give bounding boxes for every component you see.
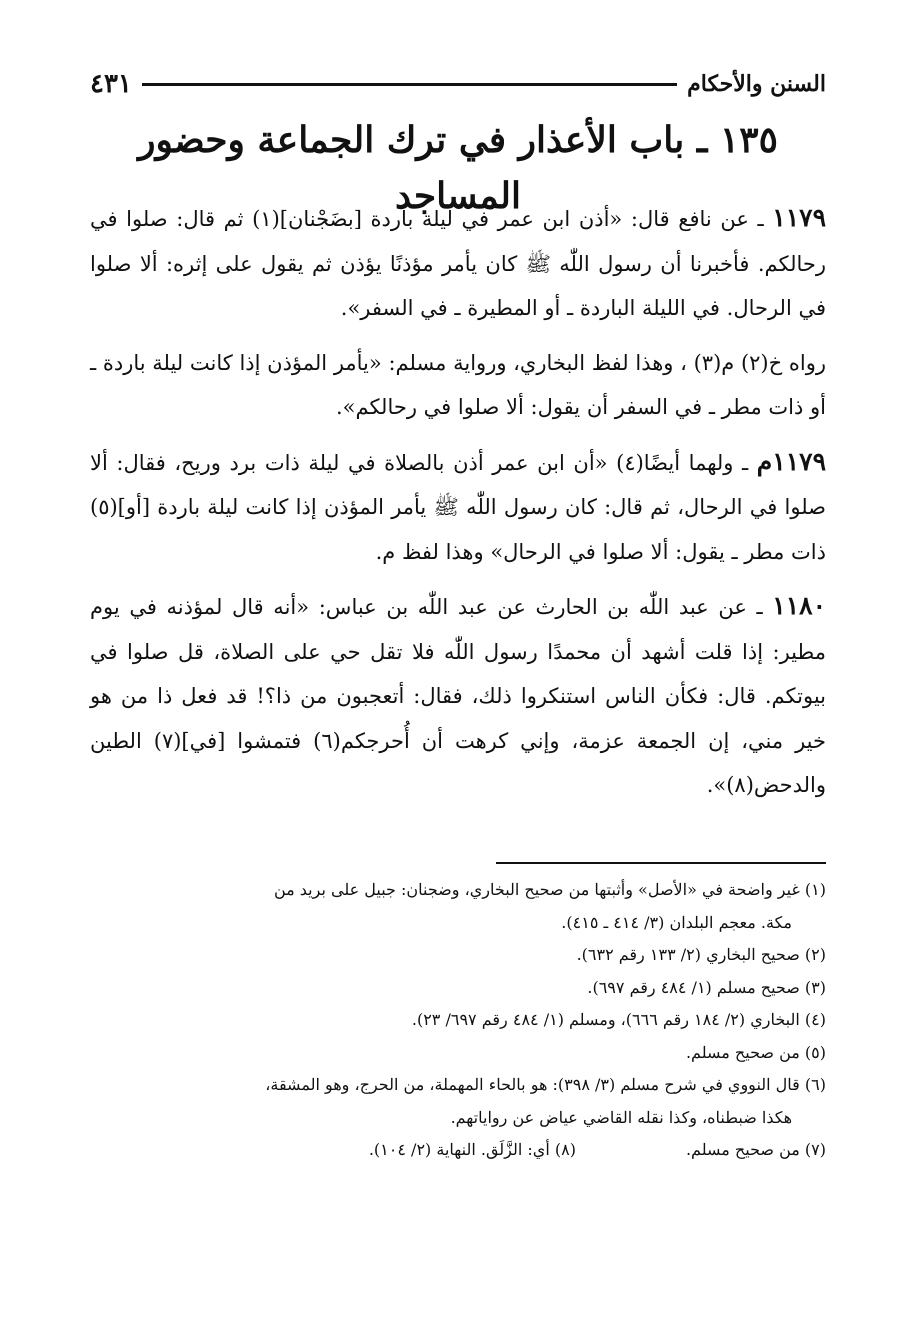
hadith-text: ـ عن عبد اللّٰه بن الحارث عن عبد اللّٰه بن عباس: «أنه قال لمؤذنه في يوم مطير: إذا قلت أشهد أن محمدًا رسول اللّٰه فلا تقل حي على الصلاة، قل صلوا في بيوتكم. قال: فكأن الناس استنكروا ذلك، فقال: أتعجبون من ذا؟! قد فعل ذا من هو خير مني، إن الجمعة عزمة، وإني كرهت أن أُحرجكم(٦) فتمشوا [في](٧) الطين والدحض(٨)». bbox=[90, 595, 826, 797]
footnote-1: (١) غير واضحة في «الأصل» وأثبتها من صحيح البخاري، وضجنان: جبيل على بريد من bbox=[273, 880, 826, 899]
footnotes bbox=[90, 874, 826, 1167]
hadith-1179m bbox=[90, 440, 826, 575]
hadith-1179-riwaya: رواه خ(٢) م(٣) ، وهذا لفظ البخاري، ورواية مسلم: «يأمر المؤذن إذا كانت ليلة باردة ـ أو ذات مطر ـ في السفر أن يقول: ألا صلوا في رحالكم». bbox=[90, 350, 826, 419]
hadith-number: ١١٧٩ bbox=[772, 203, 827, 232]
main-text bbox=[90, 196, 826, 808]
running-title: السنن والأحكام bbox=[687, 71, 826, 97]
footnote-6-continued: هكذا ضبطناه، وكذا نقله القاضي عياض عن رواياتهم. bbox=[450, 1107, 792, 1127]
header-rule bbox=[142, 83, 677, 86]
hadith-1180 bbox=[90, 584, 826, 808]
chapter-title: ١٣٥ ـ باب الأعذار في ترك الجماعة وحضور المساجد bbox=[138, 119, 778, 217]
hadith-1179 bbox=[90, 196, 826, 331]
page-number: ٤٣١ bbox=[90, 69, 132, 99]
footnote-7: (٧) من صحيح مسلم. bbox=[685, 1140, 826, 1159]
footnote-4: (٤) البخاري (٢/ ١٨٤ رقم ٦٦٦)، ومسلم (١/ ٤٨٤ رقم ٦٩٧/ ٢٣). bbox=[411, 1010, 826, 1029]
hadith-text: ـ ولهما أيضًا(٤) «أن ابن عمر أذن بالصلاة في ليلة ذات برد وريح، فقال: ألا صلوا في الرحال، ثم قال: كان رسول اللّٰه ﷺ يأمر المؤذن إذا كانت ليلة باردة [أو](٥) ذات مطر ـ يقول: ألا صلوا في الرحال» وهذا لفظ م. bbox=[90, 450, 826, 564]
footnote-8: (٨) أي: الزَّلَق. النهاية (٢/ ١٠٤). bbox=[368, 1140, 576, 1159]
footnote-1-continued: مكة. معجم البلدان (٣/ ٤١٤ ـ ٤١٥). bbox=[561, 912, 792, 932]
footnote-row bbox=[90, 1134, 826, 1167]
footnote-2: (٢) صحيح البخاري (٢/ ١٣٣ رقم ٦٣٢). bbox=[576, 945, 826, 964]
footnote-3: (٣) صحيح مسلم (١/ ٤٨٤ رقم ٦٩٧). bbox=[587, 977, 826, 997]
book-page bbox=[90, 0, 826, 1336]
running-header bbox=[90, 64, 826, 104]
footnote-5: (٥) من صحيح مسلم. bbox=[685, 1042, 826, 1062]
hadith-text: ـ عن نافع قال: «أذن ابن عمر في ليلة باردة [بضَجْنان](١) ثم قال: صلوا في رحالكم. فأخبرنا أن رسول اللّٰه ﷺ كان يأمر مؤذنًا يؤذن ثم يقول على إثره: ألا صلوا في الرحال. في الليلة الباردة ـ أو المطيرة ـ في السفر». bbox=[90, 207, 826, 320]
hadith-number: ١١٨٠ bbox=[772, 591, 826, 620]
footnote-6: (٦) قال النووي في شرح مسلم (٣/ ٣٩٨): هو بالحاء المهملة، من الحرج، وهو المشقة، bbox=[265, 1075, 826, 1094]
hadith-number: ١١٧٩م bbox=[756, 446, 826, 476]
footnote-separator bbox=[496, 862, 826, 864]
